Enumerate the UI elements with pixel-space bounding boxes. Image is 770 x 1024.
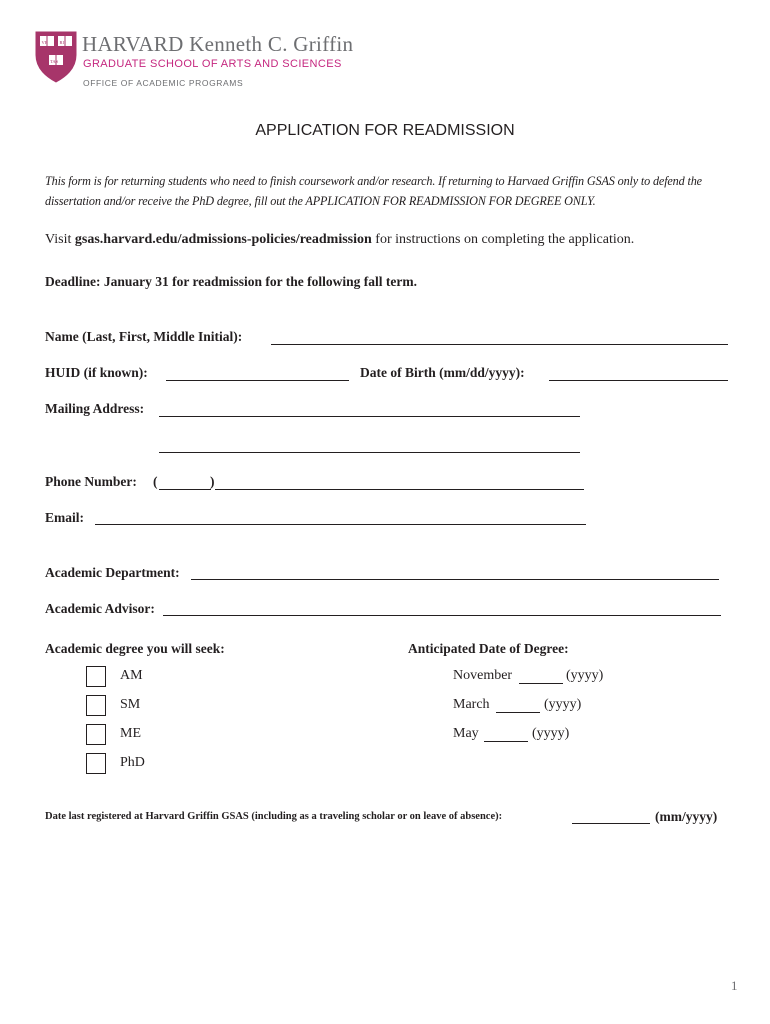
brand-name: HARVARD Kenneth C. Griffin [82,32,354,56]
school-name: GRADUATE SCHOOL OF ARTS AND SCIENCES [83,58,342,70]
email-label: Email: [45,510,84,525]
instructions-prefix: Visit [45,232,75,247]
november-year-hint: (yyyy) [566,668,604,683]
mailing-address-line-2[interactable] [159,452,580,453]
form-title: APPLICATION FOR READMISSION [255,122,515,139]
huid-label: HUID (if known): [45,365,148,380]
phone-label: Phone Number: [45,474,137,489]
intro-paragraph: This form is for returning students who need to finish coursework and/or research. If returning to Harvaed Griffin GSAS only to defend the dissertation and/or receive the PhD degree, fill out the APPLICATION FOR READMISSION FOR DEGREE ONLY. [45,174,702,208]
name-field-line[interactable] [271,344,728,345]
anticipated-month-november: November [453,668,513,683]
anticipated-month-may: May [453,726,479,741]
instructions-url: gsas.harvard.edu/admissions-policies/readmission [74,232,372,247]
last-registered-format: (mm/yyyy) [655,809,718,824]
may-year-line[interactable] [484,741,528,742]
march-year-line[interactable] [496,712,540,713]
checkbox-sm[interactable] [86,695,106,716]
phone-area-code-line[interactable] [159,489,211,490]
checkbox-phd[interactable] [86,753,106,774]
mailing-address-line-1[interactable] [159,416,580,417]
shield-text-3: TAS [50,59,59,64]
checkbox-am[interactable] [86,666,106,687]
degree-option-sm: SM [120,697,141,712]
harvard-shield-logo [35,31,77,83]
degree-label: Academic degree you will seek: [45,641,225,656]
degree-option-me: ME [120,726,141,741]
instructions-line [45,232,634,248]
deadline-text: Deadline: January 31 for readmission for the following fall term. [45,274,417,289]
department-label: Academic Department: [45,565,180,580]
may-year-hint: (yyyy) [532,726,570,741]
instructions-suffix: for instructions on completing the application. [371,232,635,247]
shield-text-1: VE [41,40,48,45]
last-registered-label: Date last registered at Harvard Griffin GSAS (including as a traveling scholar or on leave of absence): [45,811,503,822]
phone-paren-close: ) [210,474,215,489]
advisor-field-line[interactable] [163,615,721,616]
name-label: Name (Last, First, Middle Initial): [45,329,243,344]
last-registered-line[interactable] [572,823,650,824]
anticipated-month-march: March [453,697,490,712]
degree-option-am: AM [120,668,143,683]
mailing-address-label: Mailing Address: [45,401,145,416]
advisor-label: Academic Advisor: [45,601,155,616]
page-number: 1 [731,978,738,993]
dob-label: Date of Birth (mm/dd/yyyy): [360,365,525,380]
degree-option-phd: PhD [120,755,145,770]
huid-field-line[interactable] [166,380,349,381]
march-year-hint: (yyyy) [544,697,582,712]
shield-text-2: RI [59,40,64,45]
november-year-line[interactable] [519,683,563,684]
department-field-line[interactable] [191,579,719,580]
office-name: OFFICE OF ACADEMIC PROGRAMS [83,78,244,88]
dob-field-line[interactable] [549,380,728,381]
checkbox-me[interactable] [86,724,106,745]
email-field-line[interactable] [95,524,586,525]
anticipated-date-label: Anticipated Date of Degree: [408,641,569,656]
phone-paren-open: ( [153,474,158,489]
phone-number-line[interactable] [215,489,584,490]
